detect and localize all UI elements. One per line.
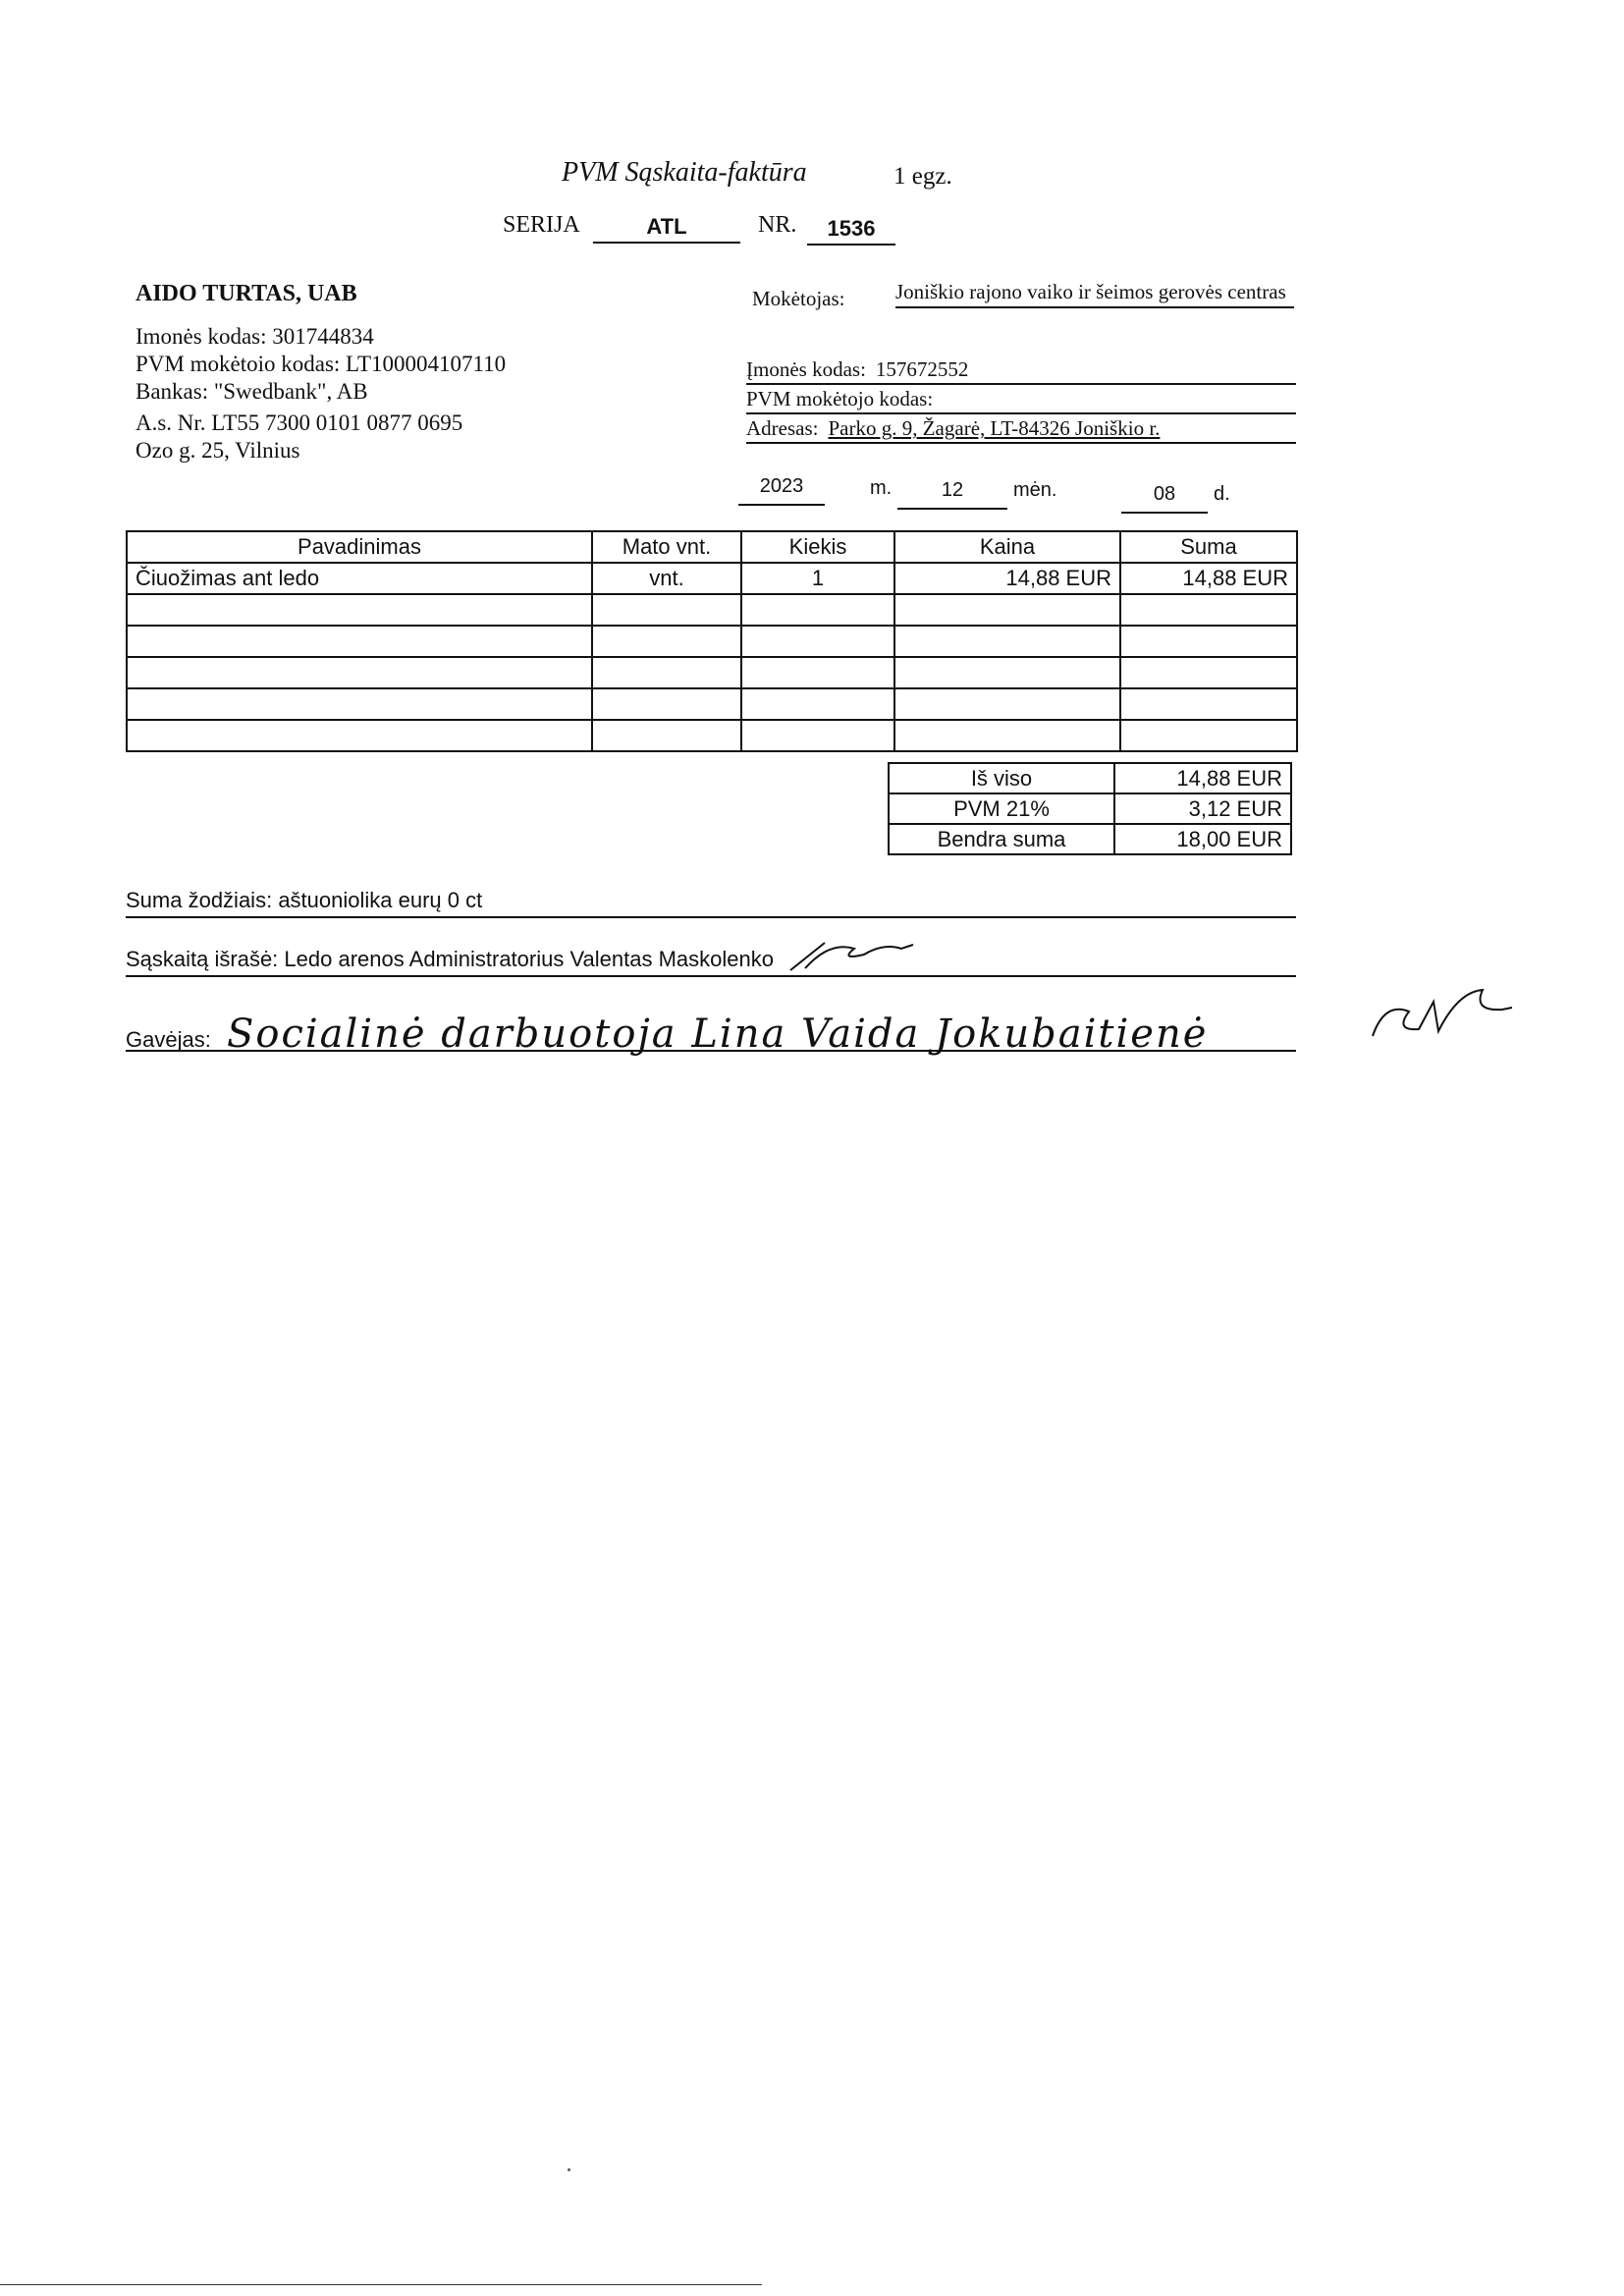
- issued-by-row: [126, 947, 1296, 977]
- seller-address: Ozo g. 25, Vilnius: [135, 438, 300, 463]
- items-table: [126, 530, 1298, 752]
- copies-note: 1 egz.: [893, 163, 952, 190]
- date-day: 08: [1121, 483, 1208, 514]
- subtotal-value: 14,88 EUR: [1114, 763, 1291, 793]
- amount-in-words-value: aštuoniolika eurų 0 ct: [278, 888, 483, 912]
- payer-vat-label: PVM mokėtojo kodas:: [746, 387, 934, 410]
- total-label: Bendra suma: [889, 824, 1114, 854]
- seller-vat-code: PVM mokėtoio kodas: LT100004107110: [135, 352, 507, 376]
- amount-in-words-label: Suma žodžiais:: [126, 888, 273, 912]
- totals-row-total: [889, 824, 1291, 854]
- totals-row-subtotal: [889, 763, 1291, 793]
- column-header-unit: Mato vnt.: [592, 531, 741, 563]
- scan-speck: [568, 2168, 570, 2171]
- vat-label: PVM 21%: [889, 793, 1114, 824]
- issued-by-value: Ledo arenos Administratorius Valentas Maskolenko: [284, 947, 774, 971]
- seller-bank: Bankas: "Swedbank", AB: [135, 379, 368, 404]
- payer-vat-row: [746, 387, 1296, 414]
- table-row-empty: [127, 657, 1297, 688]
- table-row-empty: [127, 720, 1297, 751]
- payer-label: Mokėtojas:: [752, 287, 845, 310]
- table-header-row: [127, 531, 1297, 563]
- payer-code-label: Įmonės kodas:: [746, 357, 866, 381]
- seller-company-code: Imonės kodas: 301744834: [135, 324, 374, 349]
- date-year-suffix: m.: [870, 477, 893, 499]
- payer-address-label: Adresas:: [746, 416, 819, 440]
- receiver-signature: [1365, 982, 1522, 1051]
- date-month-suffix: mėn.: [1013, 479, 1057, 501]
- item-quantity: 1: [741, 563, 894, 594]
- invoice-number: 1536: [807, 216, 895, 246]
- seller-account: A.s. Nr. LT55 7300 0101 0877 0695: [135, 410, 463, 435]
- document-title: PVM Sąskaita-faktūra: [562, 157, 807, 188]
- seller-name: AIDO TURTAS, UAB: [135, 281, 357, 306]
- date-day-suffix: d.: [1214, 483, 1230, 505]
- item-unit: vnt.: [592, 563, 741, 594]
- totals-row-vat: [889, 793, 1291, 824]
- payer-address-row: [746, 416, 1296, 444]
- issued-by-label: Sąskaitą išrašė:: [126, 947, 279, 971]
- series-value: ATL: [593, 214, 740, 244]
- receiver-handwriting: Socialinė darbuotoja Lina Vaida Jokubaitienė: [226, 1011, 1209, 1057]
- item-sum: 14,88 EUR: [1120, 563, 1297, 594]
- issuer-signature: [785, 931, 923, 980]
- payer-company-code-row: [746, 357, 1296, 385]
- subtotal-label: Iš viso: [889, 763, 1114, 793]
- date-month: 12: [897, 479, 1007, 510]
- column-header-quantity: Kiekis: [741, 531, 894, 563]
- date-year: 2023: [738, 475, 825, 506]
- table-row: [127, 563, 1297, 594]
- receiver-row: [126, 1011, 1296, 1057]
- payer-name: Joniškio rajono vaiko ir šeimos gerovės centras: [895, 279, 1294, 308]
- total-value: 18,00 EUR: [1114, 824, 1291, 854]
- totals-table: [888, 762, 1292, 855]
- table-row-empty: [127, 626, 1297, 657]
- item-name: Čiuožimas ant ledo: [127, 563, 592, 594]
- vat-value: 3,12 EUR: [1114, 793, 1291, 824]
- amount-in-words-row: [126, 888, 1296, 918]
- item-price: 14,88 EUR: [894, 563, 1120, 594]
- payer-code-value: 157672552: [875, 357, 969, 381]
- table-row-empty: [127, 594, 1297, 626]
- number-label: NR.: [758, 212, 797, 238]
- table-row-empty: [127, 688, 1297, 720]
- bottom-rule: [0, 2284, 762, 2285]
- series-label: SERIJA: [503, 212, 580, 238]
- column-header-price: Kaina: [894, 531, 1120, 563]
- payer-address-value: Parko g. 9, Žagarė, LT-84326 Joniškio r.: [828, 416, 1161, 440]
- column-header-name: Pavadinimas: [127, 531, 592, 563]
- column-header-sum: Suma: [1120, 531, 1297, 563]
- receiver-label: Gavėjas:: [126, 1027, 211, 1052]
